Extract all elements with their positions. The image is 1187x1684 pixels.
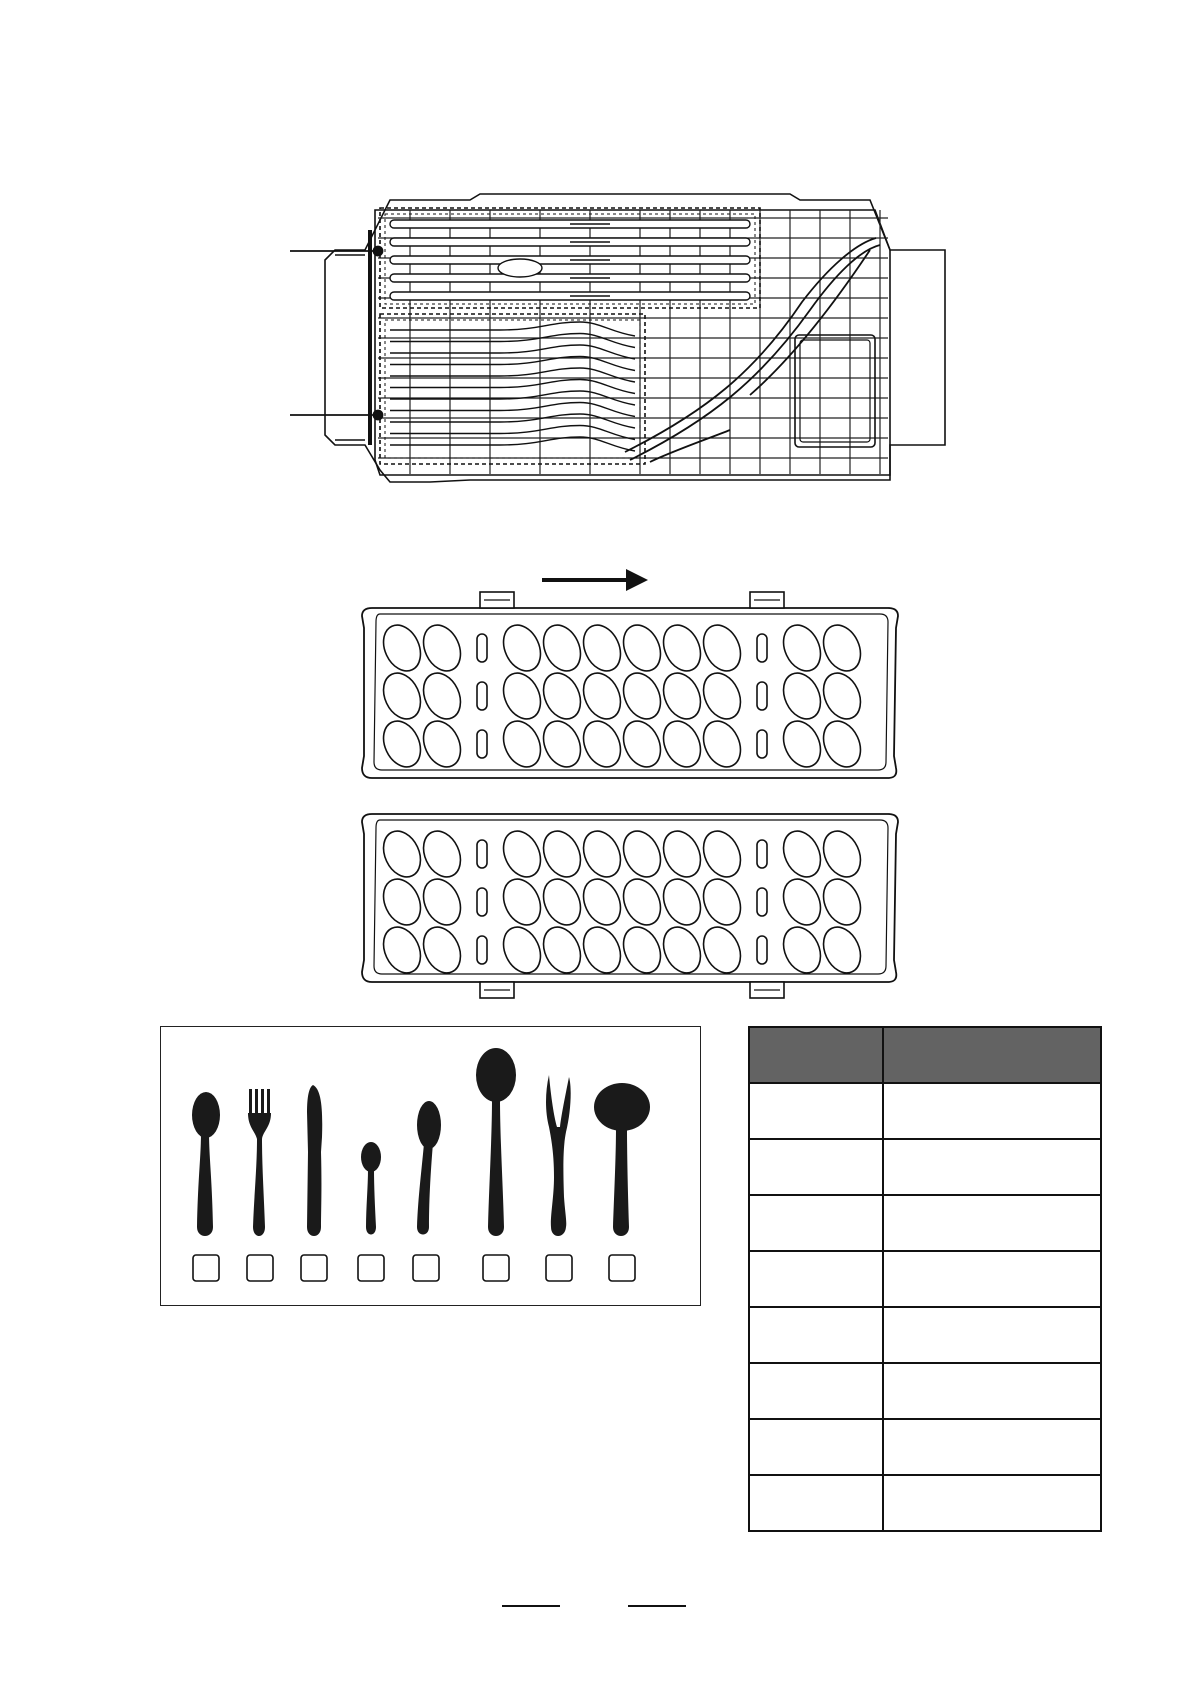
cutlery-panel-top xyxy=(350,590,910,790)
tray-svg xyxy=(290,190,960,520)
table-cell xyxy=(749,1251,883,1307)
table-header-row xyxy=(749,1027,1101,1083)
utensil-checkbox-1 xyxy=(193,1255,219,1281)
table-cell xyxy=(883,1307,1101,1363)
utensil-checkbox-2 xyxy=(247,1255,273,1281)
table-header-cell-2 xyxy=(883,1027,1101,1083)
table-cell xyxy=(749,1475,883,1531)
serving-fork-icon xyxy=(546,1075,571,1236)
footer-rule-left xyxy=(502,1605,560,1607)
table-cell xyxy=(749,1139,883,1195)
table-cell xyxy=(883,1083,1101,1139)
table-cell xyxy=(883,1475,1101,1531)
table-header-cell-1 xyxy=(749,1027,883,1083)
table-cell xyxy=(883,1251,1101,1307)
table-cell xyxy=(749,1419,883,1475)
table-cell xyxy=(883,1139,1101,1195)
utensil-legend-box xyxy=(160,1026,701,1306)
tablespoon-icon xyxy=(192,1092,220,1236)
serving-spoon-icon xyxy=(476,1048,516,1236)
ladle-icon xyxy=(594,1083,650,1236)
table-cell xyxy=(883,1419,1101,1475)
table-cell xyxy=(883,1195,1101,1251)
table-cell xyxy=(749,1083,883,1139)
table-row xyxy=(749,1307,1101,1363)
utensil-checkbox-3 xyxy=(301,1255,327,1281)
utensil-checkbox-8 xyxy=(609,1255,635,1281)
lower-compartment-outline xyxy=(380,314,645,464)
table-row xyxy=(749,1195,1101,1251)
table-row xyxy=(749,1475,1101,1531)
utensil-checkbox-7 xyxy=(546,1255,572,1281)
teaspoon-icon xyxy=(361,1142,381,1235)
utensil-checkbox-5 xyxy=(413,1255,439,1281)
knife-icon xyxy=(307,1085,322,1236)
table-cell xyxy=(749,1363,883,1419)
table-row xyxy=(749,1251,1101,1307)
cutlery-panel-bottom xyxy=(350,812,910,1014)
cutlery-tray-illustration xyxy=(290,190,960,520)
footer-rule-right xyxy=(628,1605,686,1607)
loading-table xyxy=(748,1026,1102,1532)
fork-icon xyxy=(248,1089,271,1236)
utensil-checkbox-4 xyxy=(358,1255,384,1281)
dessert-spoon-icon xyxy=(417,1101,441,1235)
table-row xyxy=(749,1139,1101,1195)
table-row xyxy=(749,1363,1101,1419)
table-row xyxy=(749,1419,1101,1475)
table-cell xyxy=(749,1307,883,1363)
utensil-checkbox-6 xyxy=(483,1255,509,1281)
table-row xyxy=(749,1083,1101,1139)
table-cell xyxy=(749,1195,883,1251)
table-cell xyxy=(883,1363,1101,1419)
